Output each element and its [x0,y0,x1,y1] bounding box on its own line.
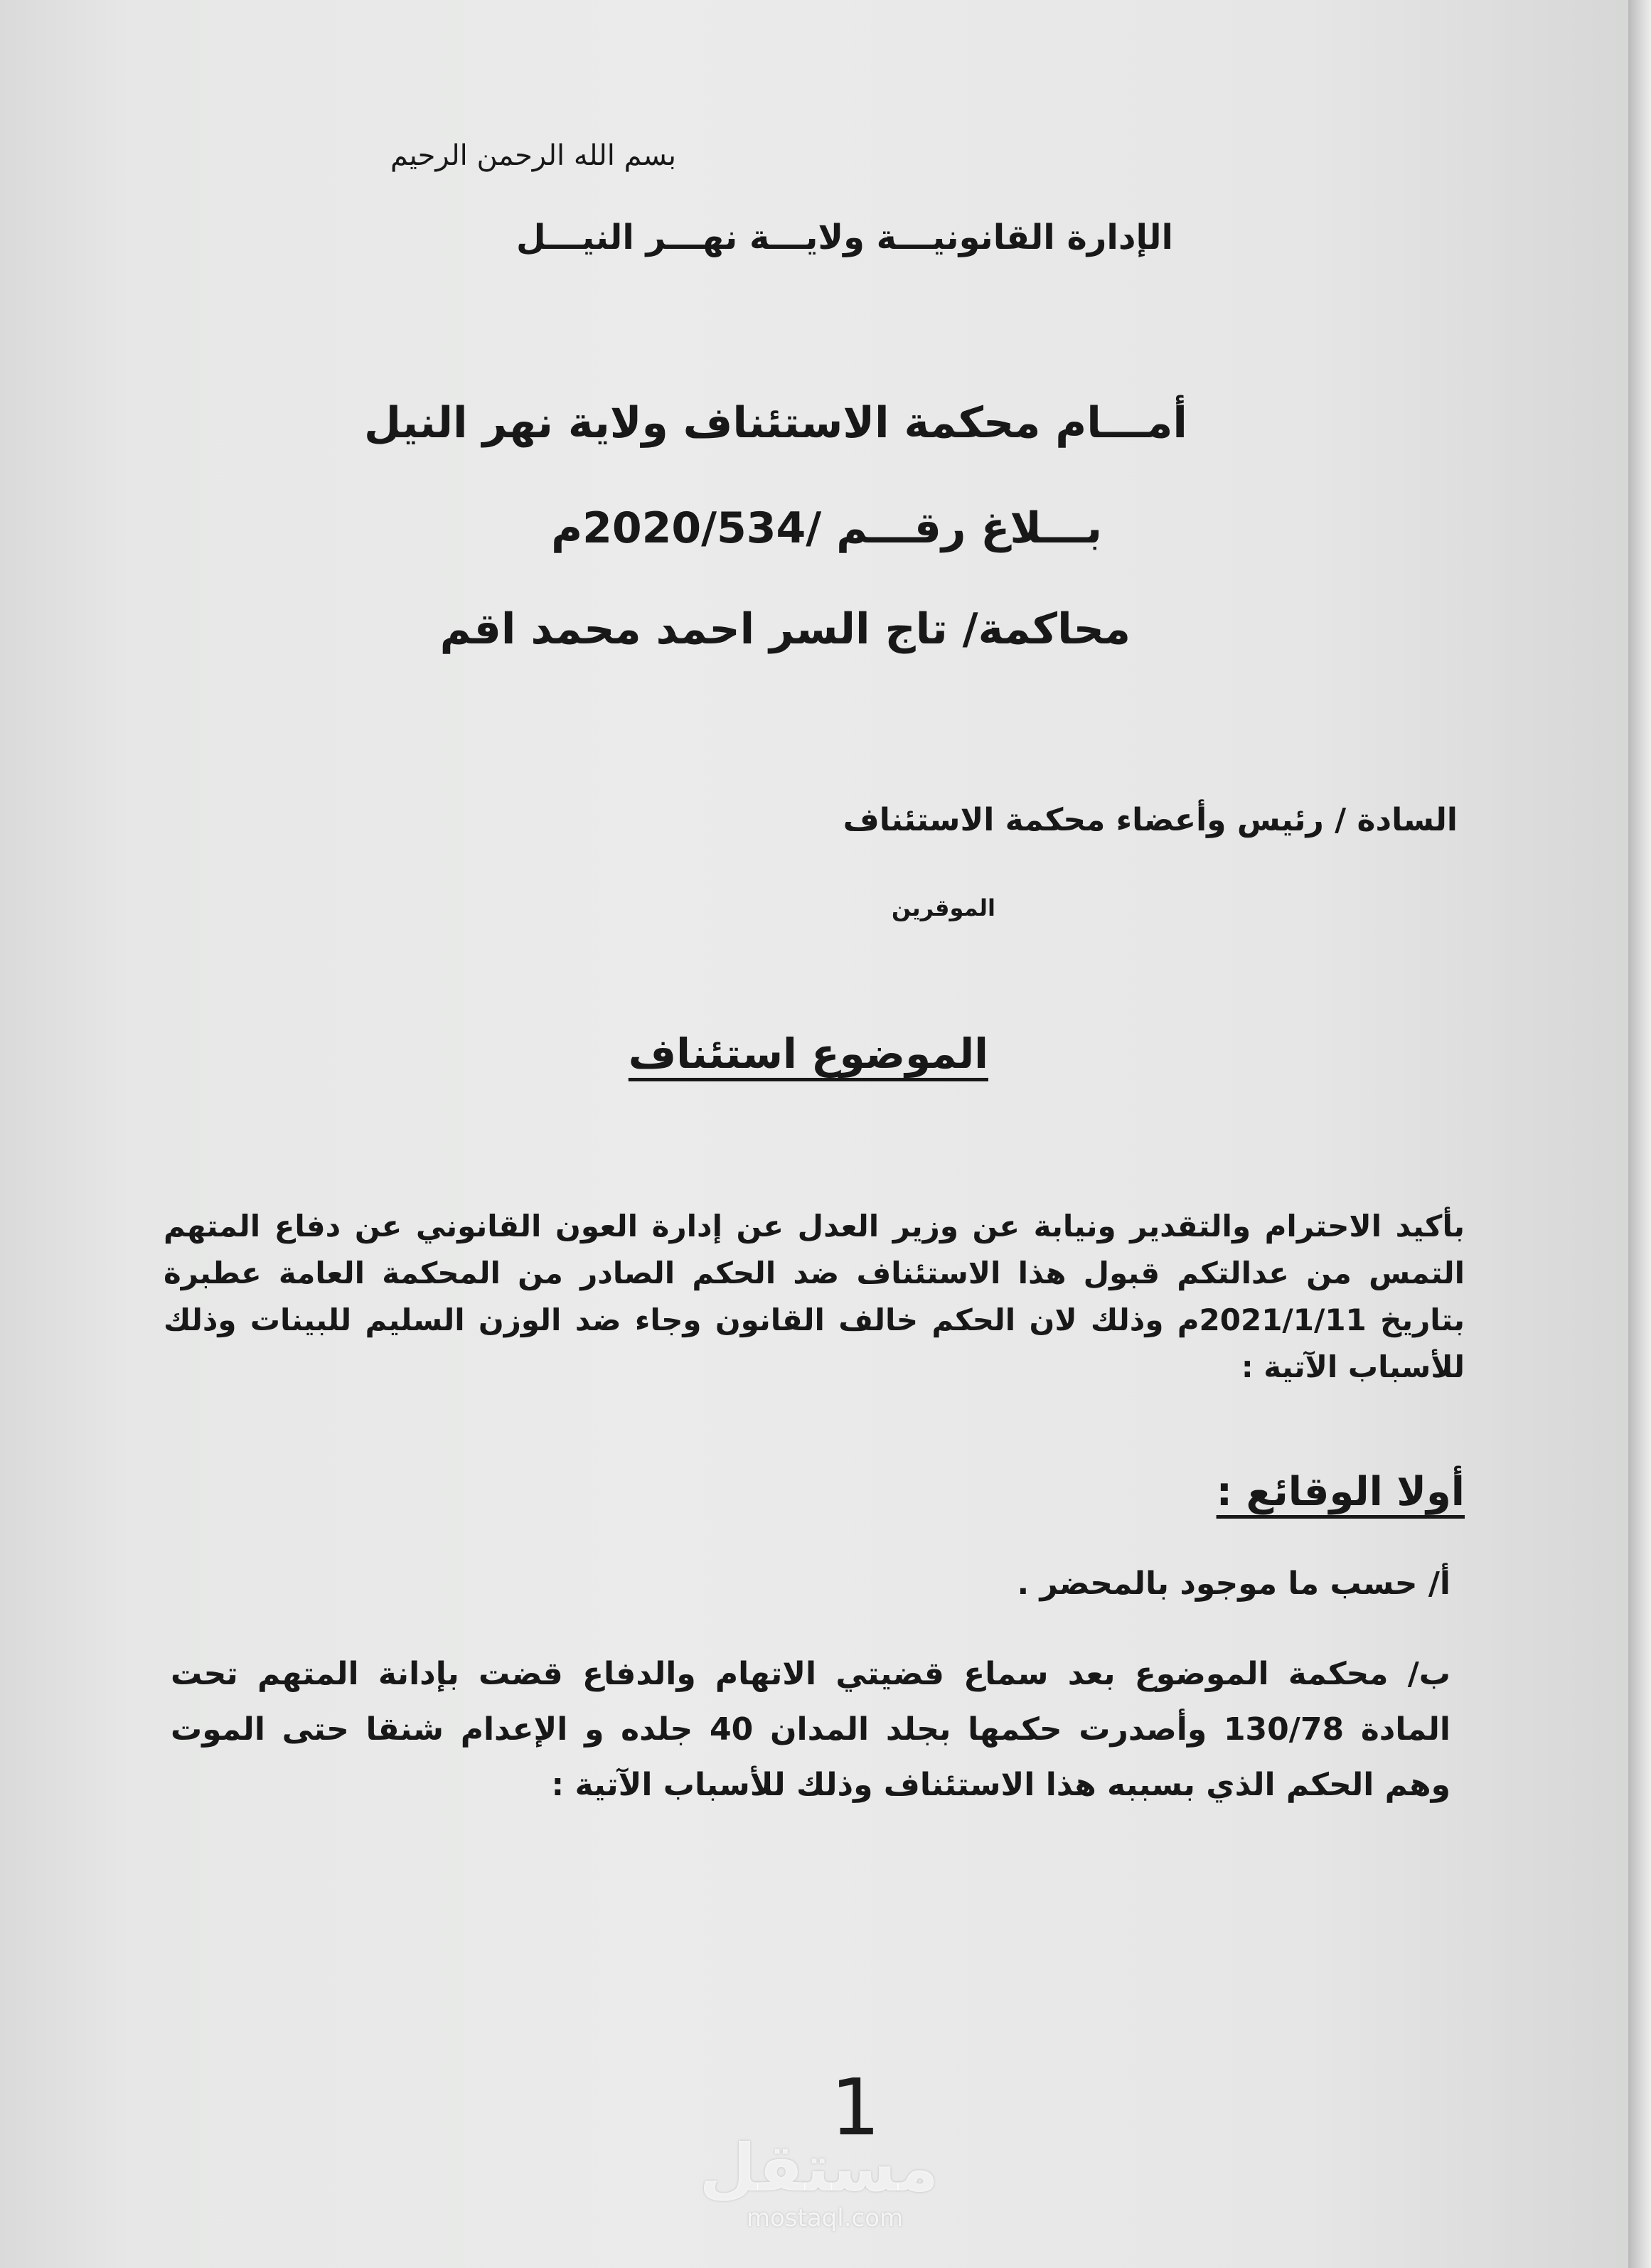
watermark-logo: مستقل [699,2130,939,2206]
watermark-url: mostaql.com [746,2204,904,2232]
intro-paragraph: بأكيد الاحترام والتقدير ونيابة عن وزير العدل عن إدارة العون القانوني عن دفاع المتهم التمس من عدالتكم قبول هذا الاستئناف ضد الحكم الصادر من المحكمة العامة عطبرة بتاريخ 2021/1/11م وذلك لان الحكم خالف القانون وجاء ضد الوزن السليم للبينات وذلك للأسباب الآتية : [164,1209,1465,1384]
subject-heading: الموضوع استئناف [628,1029,988,1078]
facts-heading: أولا الوقائع : [1216,1469,1465,1515]
honorific: الموقرين [891,894,995,921]
fact-item-a: أ/ حسب ما موجود بالمحضر . [1017,1566,1450,1602]
department-heading: الإدارة القانونيـــة ولايـــة نهـــر النيـــل [516,218,1173,257]
fact-item-b: ب/ محكمة الموضوع بعد سماع قضيتي الاتهام والدفاع قضت بإدانة المتهم تحت المادة 130/78 وأصدرت حكمها بجلد المدان 40 جلده و الإعدام شنقا حتى الموت وهم الحكم الذي بسببه هذا الاستئناف وذلك للأسباب الآتية : [171,1656,1451,1803]
basmala: بسم الله الرحمن الرحيم [390,139,677,172]
court-title: أمـــام محكمة الاستئناف ولاية نهر النيل [363,398,1187,448]
paper-edge [1628,0,1651,2268]
defendant-name: محاكمة/ تاج السر احمد محمد اقم [439,604,1131,654]
watermark [699,2130,939,2232]
report-number: بـــلاغ رقـــم /2020/534م [551,503,1102,553]
addressee: السادة / رئيس وأعضاء محكمة الاستئناف [843,802,1458,838]
page-number: 1 [830,2062,880,2153]
